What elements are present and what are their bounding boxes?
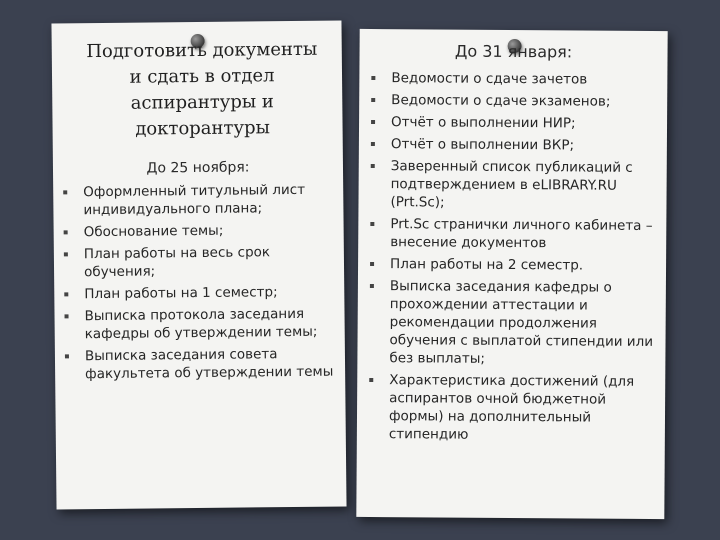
list-item [57,344,343,383]
bullet-icon [65,354,69,358]
list-item [363,69,663,89]
bullet-icon [371,98,375,102]
list-item-text: Обоснование темы; [83,222,224,241]
left-list [55,181,343,388]
left-note [51,20,346,509]
list-item [363,135,663,155]
list-item [363,91,663,111]
right-list [361,69,664,449]
bullet-icon [64,230,68,234]
left-deadline: До 25 ноября: [146,159,250,177]
list-item-text: Характеристика достижений (для аспирантов очной бюджетной формы) на дополнительный стипендию [388,372,635,443]
list-item-text: Заверенный список публикаций с подтверждением в eLIBRARY.RU (Prt.Sc); [390,158,633,211]
list-item-text: План работы на 2 семестр. [390,256,584,274]
list-item [361,277,662,369]
bullet-icon [371,164,375,168]
list-item [56,305,342,344]
bullet-icon [370,222,374,226]
list-item-text: Отчёт о выполнении ВКР; [390,136,575,154]
list-item [362,255,662,275]
list-item-text: Оформленный титульный лист индивидуального плана; [83,181,306,219]
bullet-icon [370,284,374,288]
list-item-text: Ведомости о сдаче экзаменов; [391,92,611,110]
bullet-icon [64,292,68,296]
list-item-text: Prt.Sc странички личного кабинета – внесение документов [390,216,653,252]
list-item [362,157,662,213]
left-note-title: Подготовить документы и сдать в отдел аспирантуры и докторантуры [86,38,318,140]
list-item-text: План работы на 1 семестр; [84,284,278,303]
right-note [356,29,667,519]
list-item [363,113,663,133]
list-item-text: Выписка заседания совета факультета об утверждении темы [84,346,334,383]
bullet-icon [63,190,67,194]
list-item [362,215,662,253]
list-item [361,371,661,445]
right-deadline: До 31 января: [454,41,573,62]
list-item [56,243,342,282]
bullet-icon [371,120,375,124]
list-item [55,181,341,220]
bullet-icon [371,142,375,146]
bullet-icon [65,314,69,318]
list-item-text: Отчёт о выполнении НИР; [391,114,576,132]
bullet-icon [371,76,375,80]
list-item [56,221,342,242]
list-item-text: Ведомости о сдаче зачетов [391,70,588,88]
bullet-icon [64,252,68,256]
list-item-text: Выписка протокола заседания кафедры об утверждении темы; [84,305,318,343]
list-item-text: План работы на весь срок обучения; [83,244,271,281]
bullet-icon [370,262,374,266]
bullet-icon [369,378,373,382]
list-item [56,283,342,304]
list-item-text: Выписка заседания кафедры о прохождении аттестации и рекомендации продолжения обучения с выплатой стипендии или без выплаты; [389,278,654,367]
